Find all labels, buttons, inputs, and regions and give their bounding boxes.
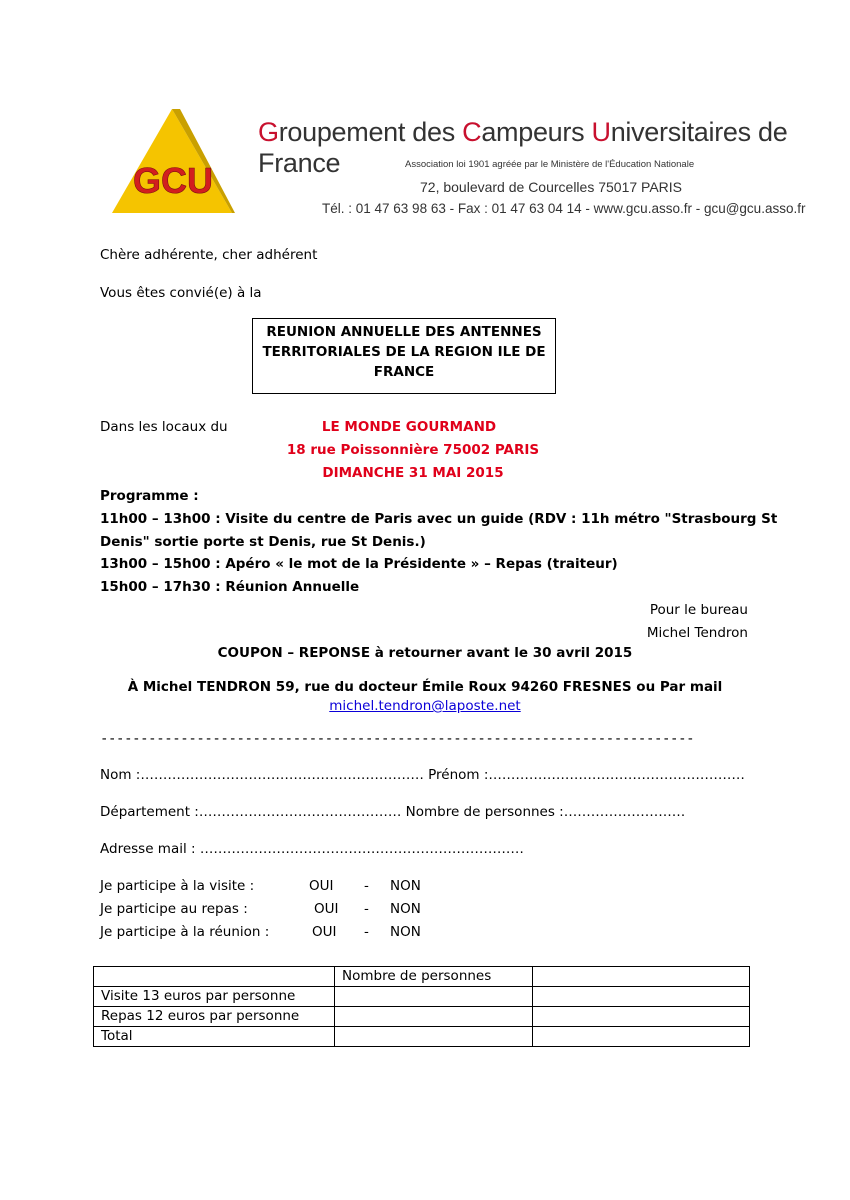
table-row <box>94 987 750 1007</box>
table-row <box>94 1007 750 1027</box>
signature-line-1: Pour le bureau <box>649 602 748 618</box>
program-line-1: 11h00 – 13h00 : Visite du centre de Paris avec un guide (RDV : 11h métro "Strasbourg St <box>100 511 778 527</box>
program-line-3: 15h00 – 17h30 : Réunion Annuelle <box>100 579 360 595</box>
cut-line: -------------------------------------------------------------------------- <box>100 731 695 747</box>
table-row <box>94 1027 750 1047</box>
participation-visit-label: Je participe à la visite : <box>100 878 255 894</box>
org-association: Association loi 1901 agréée par le Ministère de l'Éducation Nationale <box>405 159 695 170</box>
table-header-row <box>94 967 750 987</box>
program-line-2: 13h00 – 15h00 : Apéro « le mot de la Présidente » – Repas (traiteur) <box>100 556 618 572</box>
participation-meal-sep: - <box>364 901 369 917</box>
table-cell-input[interactable] <box>533 1007 750 1027</box>
table-cell <box>94 967 335 987</box>
table-cell-input[interactable] <box>533 987 750 1007</box>
letterhead <box>100 103 808 223</box>
location-intro: Dans les locaux du <box>100 419 228 435</box>
participation-meeting-sep: - <box>364 924 369 940</box>
meeting-title-box <box>252 318 556 394</box>
gcu-logo <box>110 107 235 217</box>
participation-meeting-yes[interactable]: OUI <box>312 924 337 940</box>
signature-line-2: Michel Tendron <box>646 625 748 641</box>
logo-text: GCU <box>133 160 213 201</box>
table-cell-input[interactable] <box>533 1027 750 1047</box>
email-link[interactable]: michel.tendron@laposte.net <box>329 698 521 714</box>
table-row-label: Visite 13 euros par personne <box>94 987 335 1007</box>
venue-name: LE MONDE GOURMAND <box>321 419 497 435</box>
org-name-capital: U <box>591 117 611 147</box>
org-name-part: roupement des <box>278 117 463 147</box>
participation-meal-yes[interactable]: OUI <box>314 901 339 917</box>
table-row-label: Total <box>94 1027 335 1047</box>
meeting-title: REUNION ANNUELLE DES ANTENNES TERRITORIALES DE LA REGION ILE DE FRANCE <box>262 324 546 380</box>
table-header-count: Nombre de personnes <box>335 967 533 987</box>
coupon-title: COUPON – REPONSE à retourner avant le 30 avril 2015 <box>217 645 633 661</box>
org-name-capital: C <box>462 117 482 147</box>
org-name-part: niversitaires de France <box>258 117 788 178</box>
participation-meal-no[interactable]: NON <box>390 901 421 917</box>
participation-visit-yes[interactable]: OUI <box>309 878 334 894</box>
participation-meeting-no[interactable]: NON <box>390 924 421 940</box>
participation-meeting-label: Je participe à la réunion : <box>100 924 270 940</box>
pricing-table <box>93 966 750 1047</box>
invitation-text: Vous êtes convié(e) à la <box>100 285 262 301</box>
program-line-1-cont: Denis" sortie porte st Denis, rue St Denis.) <box>100 534 426 550</box>
field-name-firstname: Nom :……………………………………………………… Prénom :………………………………………………… <box>100 767 745 783</box>
coupon-return-address: À Michel TENDRON 59, rue du docteur Émile Roux 94260 FRESNES ou Par mail <box>127 679 723 695</box>
table-cell-input[interactable] <box>335 1007 533 1027</box>
field-email: Adresse mail : ……………………………………………………………… <box>100 841 524 857</box>
participation-meal-label: Je participe au repas : <box>100 901 248 917</box>
org-contact: Tél. : 01 47 63 98 63 - Fax : 01 47 63 04 14 - www.gcu.asso.fr - gcu@gcu.asso.fr <box>322 201 806 216</box>
participation-visit-no[interactable]: NON <box>390 878 421 894</box>
greeting: Chère adhérente, cher adhérent <box>100 247 318 263</box>
table-cell-input[interactable] <box>335 1027 533 1047</box>
participation-visit-sep: - <box>364 878 369 894</box>
org-name-capital: G <box>258 117 279 147</box>
table-cell-input[interactable] <box>335 987 533 1007</box>
table-cell <box>533 967 750 987</box>
program-label: Programme : <box>100 488 199 504</box>
event-date: DIMANCHE 31 MAI 2015 <box>322 465 504 481</box>
table-row-label: Repas 12 euros par personne <box>94 1007 335 1027</box>
venue-address: 18 rue Poissonnière 75002 PARIS <box>286 442 540 458</box>
org-name-part: ampeurs <box>481 117 592 147</box>
field-department-count: Département :……………………………………… Nombre de personnes :……………………… <box>100 804 686 820</box>
org-address: 72, boulevard de Courcelles 75017 PARIS <box>420 179 683 195</box>
